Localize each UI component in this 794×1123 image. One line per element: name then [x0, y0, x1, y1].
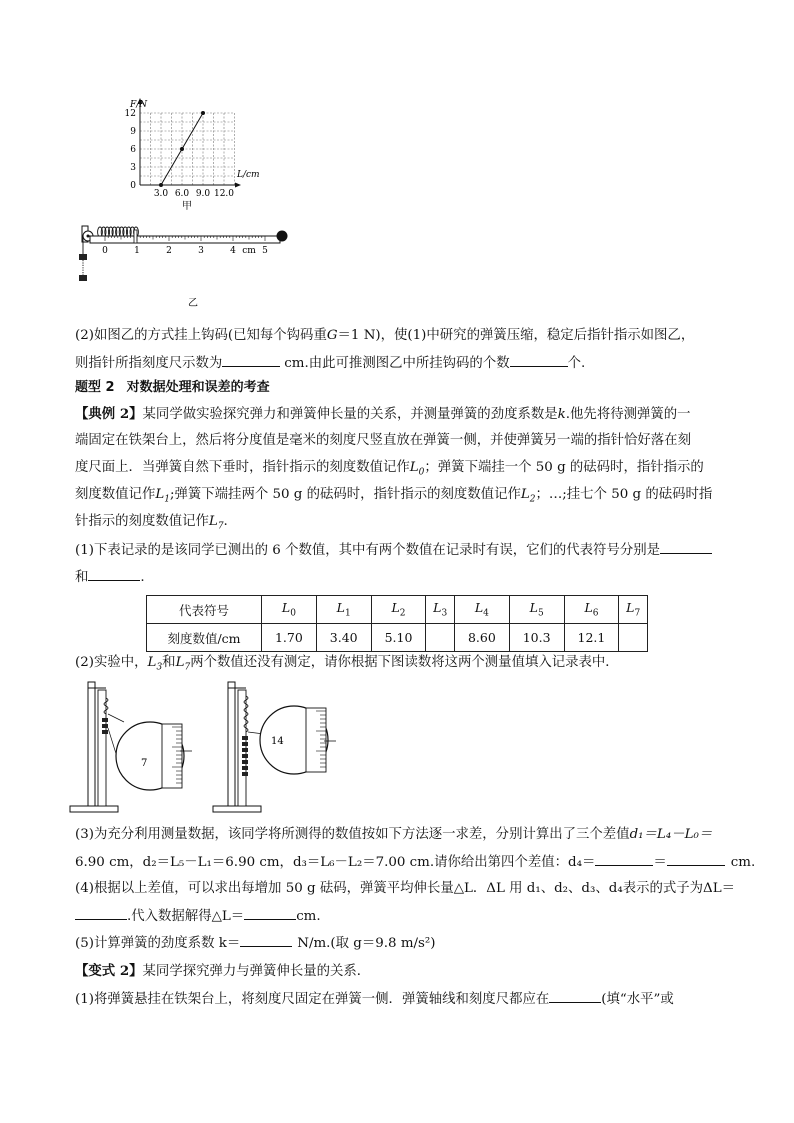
q2-line2 [75, 354, 585, 373]
section-heading [75, 379, 270, 397]
reading-figures [68, 678, 368, 818]
heading-label: 题型 2 [75, 380, 115, 395]
graph-jia [110, 95, 260, 213]
table-row-symbols [147, 596, 648, 624]
answer-blank-wrong-1[interactable] [660, 541, 712, 554]
y-axis-label: F/N [130, 100, 148, 110]
table-cell-empty[interactable] [426, 624, 455, 652]
q1-text-c: . [140, 570, 145, 585]
x-tick-label: 12.0 [213, 189, 235, 199]
example-var-k: k [557, 407, 566, 422]
table-symbol: $L_6$ [564, 596, 619, 624]
q1-line2 [75, 568, 145, 587]
q3-line2-text-b: d₄＝ [568, 855, 596, 870]
table-symbol: $L_1$ [316, 596, 371, 624]
var-L7b: $L_7$ [175, 655, 191, 673]
end-knob [277, 231, 288, 242]
table-cell: 12.1 [564, 624, 619, 652]
example-text-3a: 度尺面上．当弹簧自然下垂时，指针指示的刻度数值记作 [75, 460, 410, 475]
table-cell: 8.60 [454, 624, 509, 652]
example-text-4a: 刻度数值记作 [75, 487, 156, 502]
example-text-1: 某同学做实验探究弹力和弹簧伸长量的关系，并测量弹簧的劲度系数是 [142, 407, 558, 422]
variant-tag: 【变式 2】 [75, 963, 143, 979]
q3-line2-text-a: 6.90 cm，d₂＝L₅－L₁＝6.90 cm，d₃＝L₆－L₂＝7.00 cm.请你给出第四个差值： [75, 855, 569, 870]
table-symbol: $L_7$ [619, 596, 648, 624]
answer-blank-d4-value[interactable] [667, 853, 725, 866]
table-cell: 10.3 [509, 624, 564, 652]
table-row-values [147, 624, 648, 652]
q3-line2-text-d: cm. [730, 855, 756, 870]
ruler-label: 3 [198, 246, 204, 256]
q1-text-a: (1)下表记录的是该同学已测出的 6 个数值，其中有两个数值在记录时有误，它们的代表符号分别是 [75, 543, 661, 558]
q5-text-b: N/m.(取 g＝9.8 m/s²) [297, 936, 436, 951]
q3-line1 [75, 826, 712, 844]
left-reading: 7 [141, 758, 148, 769]
v1-line [75, 990, 674, 1009]
q2-line2-text-b: cm.由此可推测图乙中所挂钩码的个数 [284, 356, 510, 371]
q1-text-b: 和 [75, 570, 89, 585]
y-tick-label: 0 [130, 181, 136, 191]
ruler-label: cm [242, 246, 256, 256]
x-tick-labels [154, 189, 234, 199]
q2-line2-text-a: 则指针所指刻度尺示数为 [75, 356, 223, 371]
example-line3 [75, 459, 704, 482]
answer-blank-wrong-2[interactable] [88, 568, 140, 581]
variant-text: 某同学探究弹力与弹簧伸长量的关系． [142, 964, 371, 979]
x-tick-label: 3.0 [153, 189, 169, 199]
q2-text-c: ＝1 N)，使(1)中研究的弹簧压缩，稳定后指针指示如图乙， [337, 328, 695, 343]
table-symbol: $L_3$ [426, 596, 455, 624]
record-table [146, 595, 648, 652]
stand-right [213, 682, 264, 812]
q5-text-a: (5)计算弹簧的劲度系数 k＝ [75, 936, 241, 951]
var-L7: $L_7$ [208, 514, 224, 532]
x-tick-label: 6.0 [174, 189, 190, 199]
example-text-5a: 针指示的刻度数值记作 [75, 514, 209, 529]
apparatus-yi [70, 218, 300, 318]
table-cell: 5.10 [371, 624, 426, 652]
x-axis-arrow [235, 183, 241, 188]
example-text-2: 端固定在铁架台上，然后将分度值是毫米的刻度尺竖直放在弹簧一侧，并使弹簧另一端的指针恰好落在刻 [75, 433, 691, 448]
q4-text-2b: cm. [296, 909, 321, 924]
y-tick-label: 12 [124, 109, 136, 119]
q2-text-a: (2)如图乙的方式挂上钩码(已知每个钩码重 [75, 328, 327, 343]
y-tick-label: 3 [130, 163, 136, 173]
q2b-text-c: 两个数值还没有测定，请你根据下图读数将这两个测量值填入记录表中． [190, 655, 619, 670]
magnifier-left [116, 722, 192, 790]
magnifier-right [260, 706, 336, 774]
var-L3: $L_3$ [147, 655, 163, 673]
q3-line2-text-c: ＝ [653, 855, 667, 870]
x-axis-label: L/cm [237, 170, 260, 180]
q5-line [75, 934, 436, 953]
table-cell: 3.40 [316, 624, 371, 652]
q4-text-2a: .代入数据解得△L＝ [127, 909, 245, 924]
stand-left [70, 682, 124, 812]
table-cell: 1.70 [262, 624, 317, 652]
ruler-label: 0 [102, 246, 108, 256]
answer-blank-dl-expr[interactable] [75, 907, 127, 920]
right-reading: 14 [271, 736, 284, 747]
q4-line1 [75, 880, 735, 898]
example-text-1-end: .他先将待测弹簧的一 [565, 407, 691, 422]
table-symbol: $L_0$ [262, 596, 317, 624]
var-L1: $L_1$ [155, 487, 170, 505]
ruler-label: 4 [230, 246, 236, 256]
q2-line1 [75, 327, 694, 345]
table-symbol: $L_5$ [509, 596, 564, 624]
v1-text-b: (填“水平”或 [601, 992, 674, 1007]
example-text-3b: ；弹簧下端挂一个 50 g 的砝码时，指针指示的 [424, 460, 704, 475]
q3-text-a: (3)为充分利用测量数据，该同学将所测得的数值按如下方法逐一求差，分别计算出了三个差值 [75, 827, 630, 842]
v1-text-a: (1)将弹簧悬挂在铁架台上，将刻度尺固定在弹簧一侧．弹簧轴线和刻度尺都应在 [75, 992, 550, 1007]
q2b-text-b: 和 [162, 655, 176, 670]
y-tick-label: 9 [130, 127, 136, 137]
table-cell-empty[interactable] [619, 624, 648, 652]
example-line4 [75, 486, 712, 509]
q2b-text-a: (2)实验中， [75, 655, 148, 670]
q4-text-1: (4)根据以上差值，可以求出每增加 50 g 砝码，弹簧平均伸长量△L．ΔL 用 d₁、d₂、d₃、d₄表示的式子为ΔL＝ [75, 881, 735, 896]
x-tick-label: 9.0 [195, 189, 211, 199]
example-text-4b: ;弹簧下端挂两个 50 g 的砝码时，指针指示的刻度数值记作 [169, 487, 521, 502]
example-text-5b: . [223, 514, 228, 529]
example-text-4c: ；…;挂七个 50 g 的砝码时指 [535, 487, 713, 502]
var-L0: $L_0$ [409, 460, 425, 478]
ruler-labels [102, 246, 268, 256]
data-point [159, 183, 163, 187]
y-tick-label: 6 [130, 145, 136, 155]
data-point [201, 111, 205, 115]
hook-weight-2 [79, 275, 87, 281]
q3-text-b: d₁＝L₄－L₀＝ [629, 827, 713, 842]
pulley-axle [87, 235, 90, 238]
table-value-label: 刻度数值/cm [147, 624, 262, 652]
q3-line2 [75, 853, 755, 872]
data-point [180, 147, 184, 151]
table-header-label: 代表符号 [147, 596, 262, 624]
y-tick-labels [125, 109, 137, 191]
ruler-label: 1 [134, 246, 140, 256]
var-L2: $L_2$ [520, 487, 536, 505]
q2b-line [75, 654, 619, 677]
ruler-label: 2 [166, 246, 172, 256]
table-symbol: $L_2$ [371, 596, 426, 624]
example-line1 [75, 405, 691, 424]
example-line2 [75, 432, 691, 450]
q2-line2-text-c: 个. [567, 356, 586, 371]
example-tag: 【典例 2】 [75, 406, 143, 422]
q2-var-g: G [326, 328, 338, 343]
variant-line [75, 962, 370, 981]
answer-blank-dl-value[interactable] [244, 907, 296, 920]
answer-blank-count[interactable] [510, 354, 568, 367]
hook-weight-1 [79, 254, 87, 260]
q4-line2 [75, 907, 321, 926]
q1-line1 [75, 541, 712, 560]
answer-blank-k[interactable] [240, 934, 292, 947]
heading-text: 对数据处理和误差的考查 [126, 380, 270, 395]
answer-blank-reading[interactable] [222, 354, 280, 367]
example-line5 [75, 513, 228, 536]
figure-caption-yi: 乙 [188, 298, 198, 309]
table-symbol: $L_4$ [454, 596, 509, 624]
graph-grid [140, 113, 235, 185]
answer-blank-d4-expr[interactable] [595, 853, 653, 866]
pointer [134, 230, 137, 243]
answer-blank-orientation[interactable] [549, 990, 601, 1003]
figure-caption-jia: 甲 [182, 201, 192, 212]
ruler-label: 5 [262, 246, 268, 256]
